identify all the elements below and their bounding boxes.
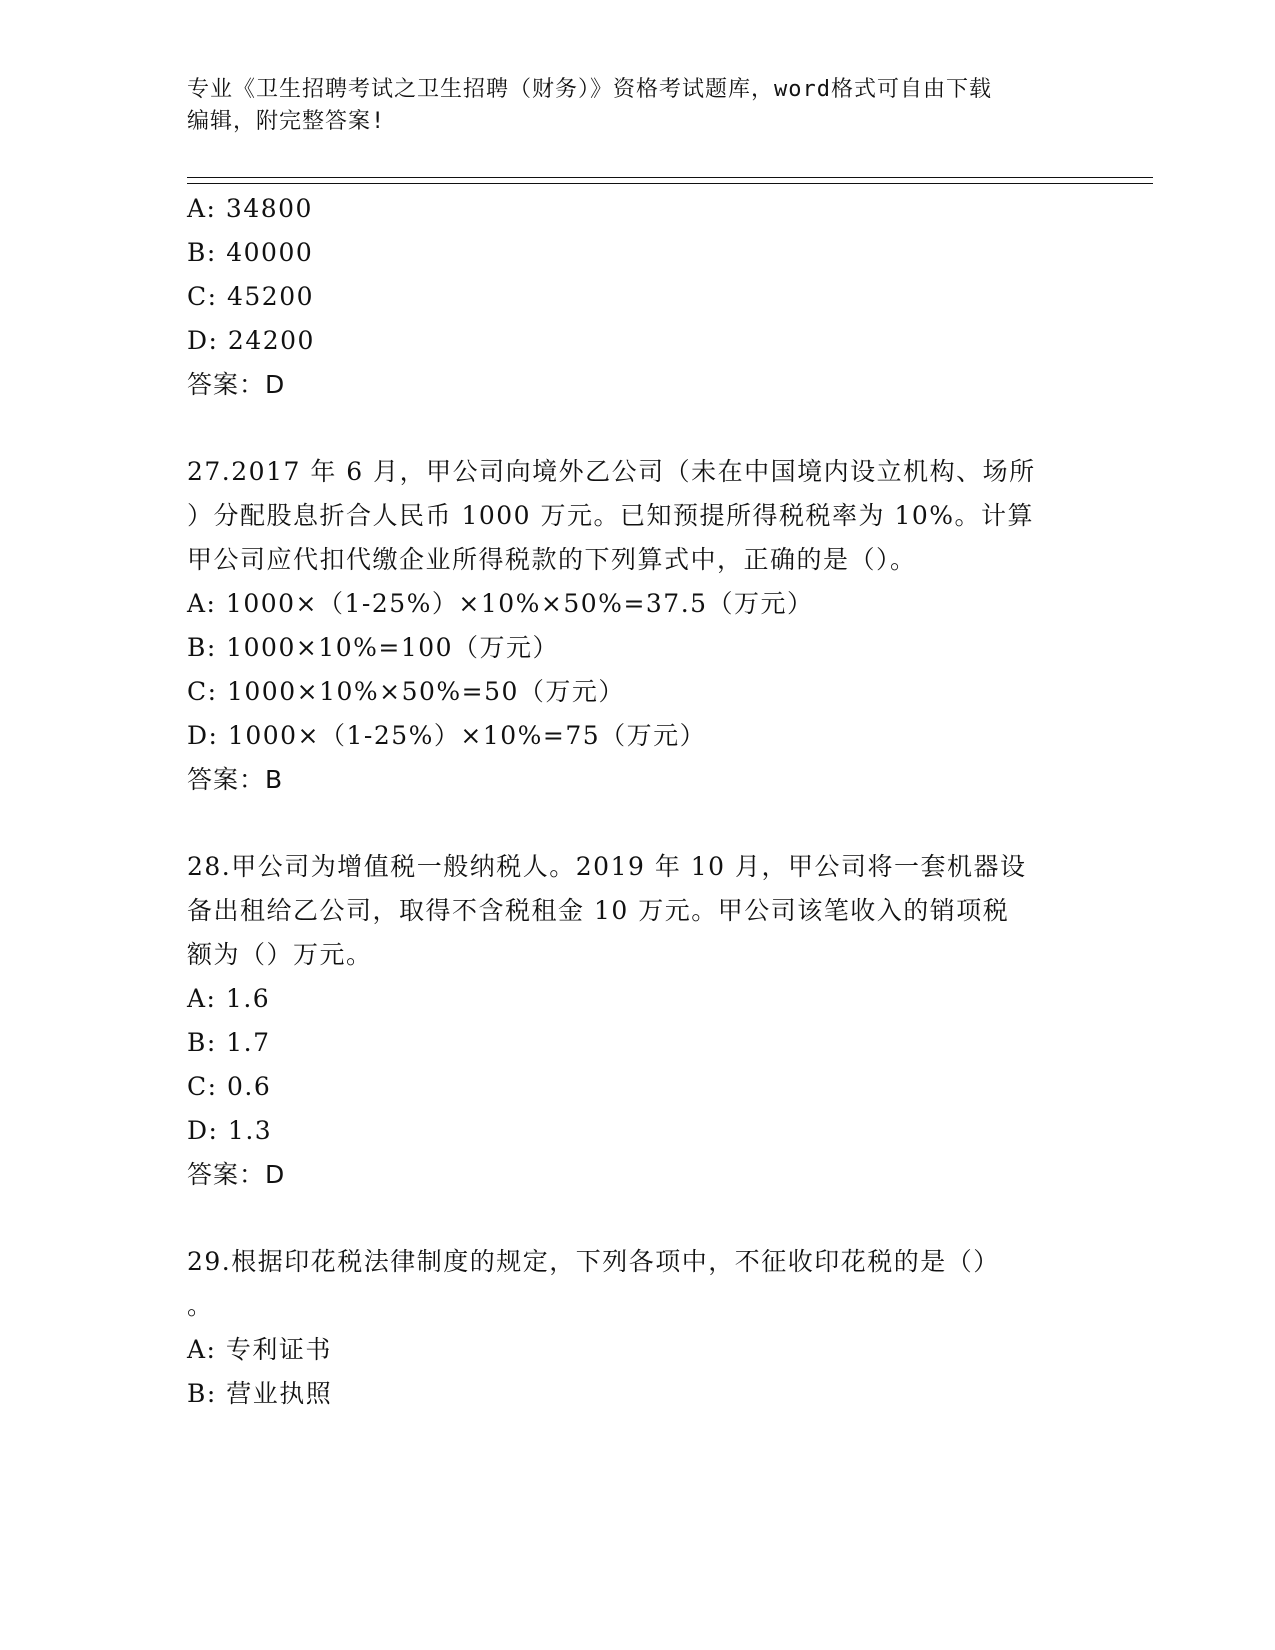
header-line-1: 专业《卫生招聘考试之卫生招聘（财务）》资格考试题库，word格式可自由下载 (187, 77, 992, 102)
q28-answer: 答案：D (187, 1160, 286, 1189)
header-divider-bottom (187, 183, 1153, 184)
q29-option-a: A: 专利证书 (187, 1335, 332, 1364)
q26-option-b: B: 40000 (187, 238, 314, 267)
q28-option-a: A: 1.6 (187, 984, 271, 1013)
q26-option-c: C: 45200 (187, 282, 315, 311)
q27-stem-line-2: ）分配股息折合人民币 1000 万元。已知预提所得税税率为 10%。计算 (187, 501, 1035, 530)
q26-option-a: A: 34800 (187, 194, 313, 223)
q26-answer: 答案：D (187, 370, 286, 399)
q28-stem-line-2: 备出租给乙公司，取得不含税租金 10 万元。甲公司该笔收入的销项税 (187, 896, 1010, 925)
q28-stem-line-3: 额为（）万元。 (187, 940, 373, 969)
q28-stem-line-1: 28.甲公司为增值税一般纳税人。2019 年 10 月，甲公司将一套机器设 (187, 852, 1027, 881)
q28-option-d: D: 1.3 (187, 1116, 273, 1145)
q27-stem-line-3: 甲公司应代扣代缴企业所得税款的下列算式中，正确的是（）。 (187, 545, 917, 574)
q29-stem-line-2: 。 (187, 1291, 214, 1320)
q27-answer: 答案：B (187, 765, 284, 794)
q26-option-d: D: 24200 (187, 326, 315, 355)
q28-option-b: B: 1.7 (187, 1028, 271, 1057)
q27-option-c: C: 1000×10%×50%=50（万元） (187, 677, 625, 706)
q28-option-c: C: 0.6 (187, 1072, 272, 1101)
q27-option-d: D: 1000×（1-25%）×10%=75（万元） (187, 721, 707, 750)
document-header (187, 74, 1087, 138)
q27-option-a: A: 1000×（1-25%）×10%×50%=37.5（万元） (187, 589, 814, 618)
q27-stem-line-1: 27.2017 年 6 月，甲公司向境外乙公司（未在中国境内设立机构、场所 (187, 457, 1036, 486)
q27-option-b: B: 1000×10%=100（万元） (187, 633, 560, 662)
q29-option-b: B: 营业执照 (187, 1379, 333, 1408)
header-divider-top (187, 177, 1153, 178)
q29-stem-line-1: 29.根据印花税法律制度的规定，下列各项中，不征收印花税的是（） (187, 1247, 1000, 1276)
header-line-2: 编辑，附完整答案! (187, 109, 386, 134)
